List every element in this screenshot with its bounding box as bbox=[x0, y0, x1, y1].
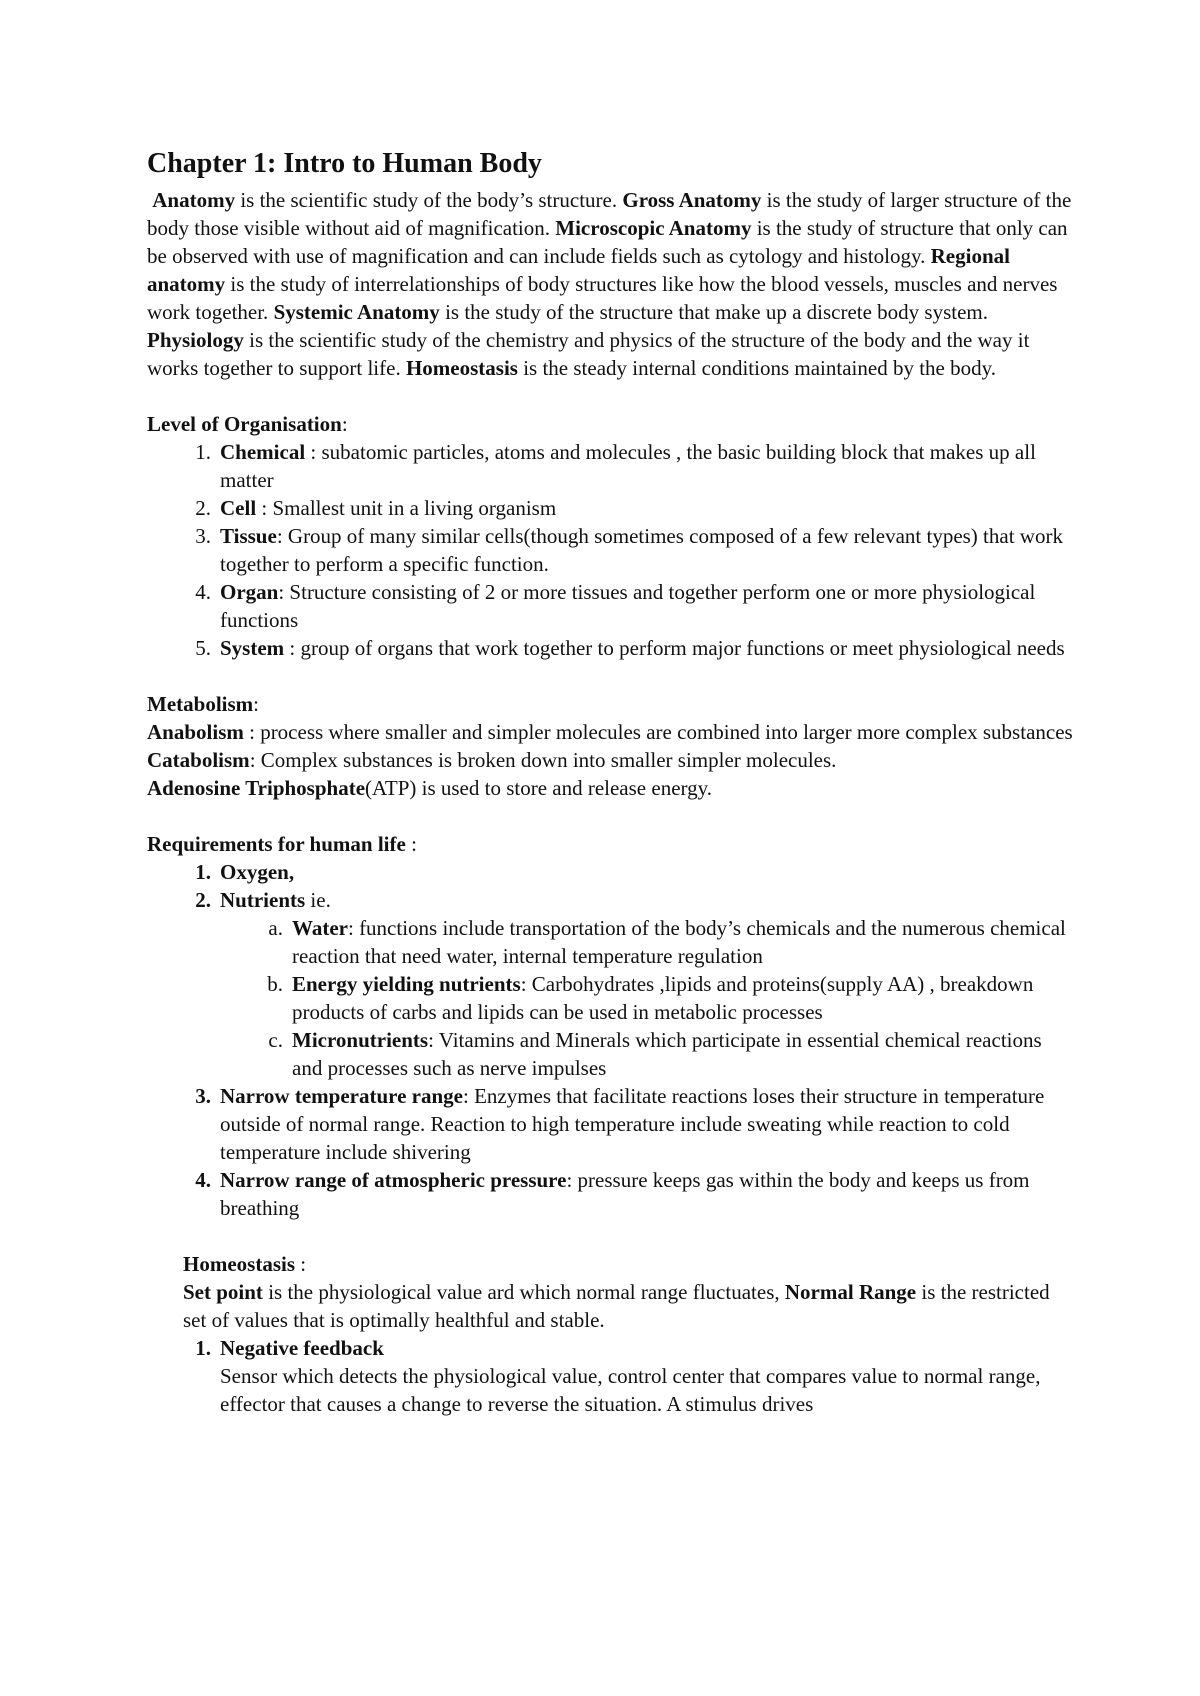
homeostasis-list bbox=[147, 1334, 1077, 1418]
list-marker: 1. bbox=[195, 440, 211, 464]
spacer bbox=[147, 662, 1077, 690]
metabolism-heading bbox=[147, 690, 1077, 718]
gross-anatomy-definition: is the study of larger structure of the body those visible without aid of magnification. bbox=[147, 188, 1072, 240]
document-page bbox=[147, 146, 1077, 1418]
levels-list bbox=[147, 438, 1077, 662]
list-item bbox=[147, 578, 1077, 634]
energy-nutrients-definition: : Carbohydrates ,lipids and proteins(supply AA) , breakdown products of carbs and lipids can be used in metabolic processes bbox=[292, 972, 1034, 1024]
list-item-content bbox=[220, 1334, 1077, 1418]
list-item-content bbox=[220, 578, 1077, 634]
list-item-content bbox=[220, 438, 1077, 494]
anatomy-paragraph bbox=[147, 186, 1077, 326]
spacer bbox=[147, 1222, 1077, 1250]
pressure-definition: : pressure keeps gas within the body and keeps us from breathing bbox=[220, 1168, 1030, 1220]
term-gross-anatomy: Gross Anatomy bbox=[622, 188, 762, 212]
nutrients-suffix: ie. bbox=[305, 888, 331, 912]
sub-list-marker: b. bbox=[267, 972, 283, 996]
atp-paragraph bbox=[147, 774, 1077, 802]
homeostasis-heading-colon: : bbox=[295, 1252, 307, 1276]
atp-definition: (ATP) is used to store and release energy. bbox=[365, 776, 713, 800]
physiology-paragraph bbox=[147, 326, 1077, 382]
micronutrients-definition: : Vitamins and Minerals which participate in essential chemical reactions and processes such as nerve impulses bbox=[292, 1028, 1042, 1080]
organ-definition: : Structure consisting of 2 or more tissues and together perform one or more physiological functions bbox=[220, 580, 1036, 632]
list-item bbox=[147, 522, 1077, 578]
list-item bbox=[147, 1166, 1077, 1222]
metabolism-heading-text: Metabolism bbox=[147, 692, 254, 716]
list-item bbox=[147, 494, 1077, 522]
term-set-point: Set point bbox=[183, 1280, 263, 1304]
list-item bbox=[147, 438, 1077, 494]
term-catabolism: Catabolism bbox=[147, 748, 250, 772]
list-marker: 2. bbox=[195, 888, 211, 912]
term-normal-range: Normal Range bbox=[784, 1280, 917, 1304]
regional-anatomy-definition: is the study of interrelationships of body structures like how the blood vessels, muscles and nerves work together. bbox=[147, 272, 1058, 324]
sub-list-item bbox=[147, 914, 1077, 970]
term-energy-yielding-nutrients: Energy yielding nutrients bbox=[292, 972, 521, 996]
levels-heading bbox=[147, 410, 1077, 438]
sub-list-item bbox=[147, 970, 1077, 1026]
sub-list-marker: a. bbox=[268, 916, 283, 940]
homeostasis-section bbox=[147, 1250, 1077, 1334]
list-item-content bbox=[220, 1166, 1077, 1222]
homeostasis-heading bbox=[183, 1250, 1077, 1278]
term-micronutrients: Micronutrients bbox=[292, 1028, 429, 1052]
list-item bbox=[147, 1082, 1077, 1166]
levels-heading-text: Level of Organisation bbox=[147, 412, 342, 436]
term-anabolism: Anabolism bbox=[147, 720, 244, 744]
term-tissue: Tissue bbox=[220, 524, 277, 548]
term-system: System bbox=[220, 636, 285, 660]
tissue-definition: : Group of many similar cells(though sometimes composed of a few relevant types) that work together to perform a specific function. bbox=[220, 524, 1063, 576]
sub-list-item-content bbox=[292, 914, 1077, 970]
term-chemical: Chemical bbox=[220, 440, 306, 464]
term-cell: Cell bbox=[220, 496, 257, 520]
list-item-content bbox=[220, 886, 1077, 914]
term-narrow-temperature-range: Narrow temperature range bbox=[220, 1084, 463, 1108]
term-anatomy: Anatomy bbox=[152, 188, 236, 212]
requirements-heading bbox=[147, 830, 1077, 858]
list-marker: 5. bbox=[195, 636, 211, 660]
requirements-heading-colon: : bbox=[405, 832, 417, 856]
term-negative-feedback: Negative feedback bbox=[220, 1336, 384, 1360]
list-marker: 1. bbox=[195, 1336, 211, 1360]
list-marker: 4. bbox=[195, 1168, 211, 1192]
list-item bbox=[147, 1334, 1077, 1418]
requirements-list bbox=[147, 858, 1077, 1222]
homeostasis-heading-text: Homeostasis bbox=[183, 1252, 295, 1276]
anabolism-paragraph bbox=[147, 718, 1077, 746]
normal-range-definition: is the restricted set of values that is optimally healthful and stable. bbox=[183, 1280, 1050, 1332]
setpoint-paragraph bbox=[183, 1278, 1077, 1334]
term-water: Water bbox=[292, 916, 348, 940]
temperature-definition: : Enzymes that facilitate reactions loses their structure in temperature outside of normal range. Reaction to high temperature include sweating while reaction to cold temperature include shivering bbox=[220, 1084, 1045, 1164]
list-marker: 2. bbox=[195, 496, 211, 520]
water-definition: : functions include transportation of the body’s chemicals and the numerous chemical reaction that need water, internal temperature regulation bbox=[292, 916, 1066, 968]
requirements-heading-text: Requirements for human life bbox=[147, 832, 406, 856]
spacer bbox=[147, 802, 1077, 830]
list-item bbox=[147, 634, 1077, 662]
term-oxygen: Oxygen, bbox=[220, 860, 295, 884]
anabolism-definition: : process where smaller and simpler molecules are combined into larger more complex substances bbox=[243, 720, 1073, 744]
list-marker: 3. bbox=[195, 1084, 211, 1108]
chemical-definition: : subatomic particles, atoms and molecules , the basic building block that makes up all matter bbox=[220, 440, 1036, 492]
list-marker: 3. bbox=[195, 524, 211, 548]
list-item-content bbox=[220, 858, 1077, 886]
list-item bbox=[147, 858, 1077, 886]
anatomy-definition: is the scientific study of the body’s structure. bbox=[235, 188, 623, 212]
term-narrow-pressure-range: Narrow range of atmospheric pressure bbox=[220, 1168, 567, 1192]
list-item-content bbox=[220, 522, 1077, 578]
metabolism-heading-colon: : bbox=[253, 692, 259, 716]
catabolism-definition: : Complex substances is broken down into smaller simpler molecules. bbox=[249, 748, 837, 772]
list-item-content bbox=[220, 634, 1077, 662]
list-marker: 4. bbox=[195, 580, 211, 604]
set-point-definition: is the physiological value ard which normal range fluctuates, bbox=[262, 1280, 785, 1304]
sub-list-item bbox=[147, 1026, 1077, 1082]
list-item-content bbox=[220, 494, 1077, 522]
term-regional-anatomy: Regional anatomy bbox=[147, 244, 1010, 296]
list-marker: 1. bbox=[195, 860, 211, 884]
term-organ: Organ bbox=[220, 580, 279, 604]
microscopic-anatomy-definition: is the study of structure that only can be observed with use of magnification and can include fields such as cytology and histology. bbox=[147, 216, 1068, 268]
term-microscopic-anatomy: Microscopic Anatomy bbox=[555, 216, 752, 240]
levels-heading-colon: : bbox=[341, 412, 348, 436]
list-item bbox=[147, 886, 1077, 914]
physiology-definition: is the scientific study of the chemistry and physics of the structure of the body and the way it works together to support life. bbox=[147, 328, 1030, 380]
chapter-title: Chapter 1: Intro to Human Body bbox=[147, 148, 542, 179]
term-atp: Adenosine Triphosphate bbox=[147, 776, 366, 800]
system-definition: : group of organs that work together to perform major functions or meet physiological needs bbox=[284, 636, 1065, 660]
homeostasis-definition: is the steady internal conditions maintained by the body. bbox=[517, 356, 996, 380]
spacer bbox=[147, 382, 1077, 410]
catabolism-paragraph bbox=[147, 746, 1077, 774]
term-homeostasis: Homeostasis bbox=[405, 356, 518, 380]
sub-list-marker: c. bbox=[268, 1028, 283, 1052]
negative-feedback-definition: Sensor which detects the physiological value, control center that compares value to normal range, effector that causes a change to reverse the situation. A stimulus drives bbox=[220, 1364, 1041, 1416]
list-item-content bbox=[220, 1082, 1077, 1166]
cell-definition: : Smallest unit in a living organism bbox=[256, 496, 557, 520]
sub-list-item-content bbox=[292, 970, 1077, 1026]
term-physiology: Physiology bbox=[147, 328, 244, 352]
term-systemic-anatomy: Systemic Anatomy bbox=[273, 300, 440, 324]
systemic-anatomy-definition: is the study of the structure that make up a discrete body system. bbox=[439, 300, 989, 324]
term-nutrients: Nutrients bbox=[220, 888, 306, 912]
sub-list-item-content bbox=[292, 1026, 1077, 1082]
